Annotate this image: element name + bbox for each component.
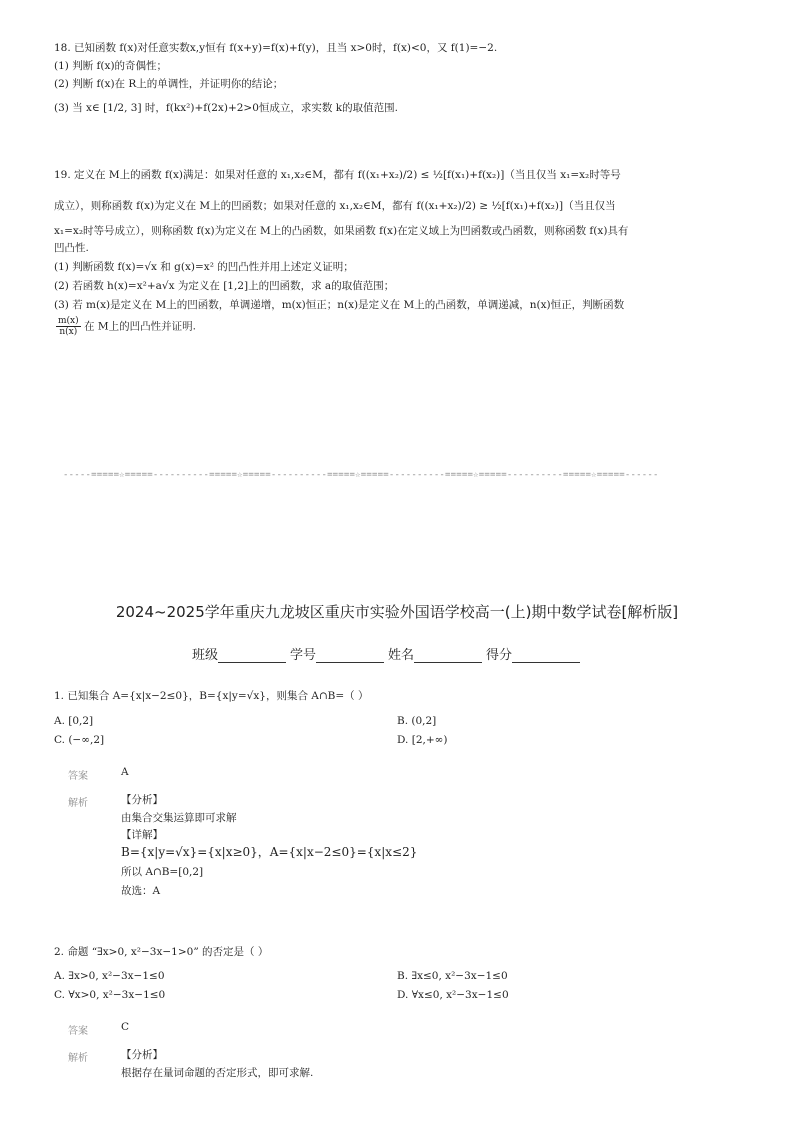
q18-part3 [54,101,398,115]
q1-analysis-2: 由集合交集运算即可求解 [121,812,237,824]
q1-analysis-label: 解析 [68,798,88,809]
page-separator: -----=====☆=====----------=====☆=====----------=====☆=====----------=====☆=====----------=====☆=====------ [63,470,659,480]
q2-stem: 2. 命题 “∃x>0, x²−3x−1>0” 的否定是（ ） [54,946,269,958]
q19-line4: 凹凸性. [54,242,89,254]
q1-stem: 1. 已知集合 A={x|x−2≤0}，B={x|y=√x}，则集合 A∩B=（ ） [54,690,369,702]
q19-part1: (1) 判断函数 f(x)=√x 和 g(x)=x² 的凹凸性并用上述定义证明； [54,261,354,273]
id-label: 学号 [290,648,317,663]
q19-fraction-numerator: m(x) [58,316,79,326]
q1-option-b: B. (0,2] [397,715,437,727]
q19-line3: x₁=x₂时等号成立），则称函数 f(x)为定义在 M上的凸函数，如果函数 f(x)在定义域上为凹函数或凸函数，则称函数 f(x)具有 [54,225,629,237]
q1-option-c: C. (−∞,2] [54,734,105,746]
q18-part3-lead: (3) 当 x∈ [54,102,100,114]
q2-option-a: A. ∃x>0, x²−3x−1≤0 [54,970,165,982]
q1-analysis-4: B={x|y=√x}={x|x≥0}，A={x|x−2≤0}={x|x≤2} [121,845,418,859]
q1-analysis-6: 故选：A [121,885,161,897]
student-info-line [192,644,584,663]
q2-analysis-1: 【分析】 [121,1049,163,1061]
q19-fraction [56,316,81,337]
q18-part1: (1) 判断 f(x)的奇偶性； [54,60,168,72]
q18-stem: 18. 已知函数 f(x)对任意实数x,y恒有 f(x+y)=f(x)+f(y)，且当 x>0时，f(x)<0，又 f(1)=−2. [54,42,498,54]
score-blank [512,648,580,663]
class-blank [218,648,286,663]
q19-line1: 19. 定义在 M上的函数 f(x)满足：如果对任意的 x₁,x₂∈M，都有 f((x₁+x₂)/2) ≤ ½[f(x₁)+f(x₂)]（当且仅当 x₁=x₂时等号 [54,169,621,181]
q19-part3-fraction-line [56,316,196,337]
q18-interval: [1/2, 3] [103,102,142,114]
q19-part3: (3) 若 m(x)是定义在 M上的凹函数，单调递增，m(x)恒正；n(x)是定义在 M上的凸函数，单调递减，n(x)恒正，判断函数 [54,299,625,311]
name-blank [414,648,482,663]
q2-analysis-2: 根据存在量词命题的否定形式，即可求解. [121,1067,314,1079]
q1-analysis-1: 【分析】 [121,794,163,806]
q1-answer-label: 答案 [68,771,88,782]
q2-option-b: B. ∃x≤0, x²−3x−1≤0 [397,970,508,982]
name-label: 姓名 [388,648,415,663]
q2-option-d: D. ∀x≤0, x²−3x−1≤0 [397,989,509,1001]
q2-option-c: C. ∀x>0, x²−3x−1≤0 [54,989,166,1001]
exam-title: 2024~2025学年重庆九龙坡区重庆市实验外国语学校高一(上)期中数学试卷[解析版] [115,603,679,621]
q18-part2: (2) 判断 f(x)在 R上的单调性，并证明你的结论； [54,78,284,90]
q1-answer: A [121,766,129,778]
id-blank [316,648,384,663]
q18-part3-tail: 时，f(kx²)+f(2x)+2>0恒成立，求实数 k的取值范围. [144,102,398,114]
q19-part2: (2) 若函数 h(x)=x²+a√x 为定义在 [1,2]上的凹函数，求 a的取值范围； [54,280,395,292]
q1-analysis-5: 所以 A∩B=[0,2] [121,866,204,878]
q2-answer: C [121,1021,130,1033]
class-label: 班级 [192,648,219,663]
q1-option-a: A. [0,2] [54,715,94,727]
q19-line2: 成立），则称函数 f(x)为定义在 M上的凹函数；如果对任意的 x₁,x₂∈M，都有 f((x₁+x₂)/2) ≥ ½[f(x₁)+f(x₂)]（当且仅当 [54,200,616,212]
q19-part3-tail: 在 M上的凹凸性并证明. [83,320,196,333]
q2-analysis-label: 解析 [68,1053,88,1064]
q19-fraction-denominator: n(x) [59,327,78,337]
score-label: 得分 [486,648,513,663]
q1-analysis-3: 【详解】 [121,829,163,841]
q1-option-d: D. [2,+∞) [397,734,448,746]
q2-answer-label: 答案 [68,1026,88,1037]
